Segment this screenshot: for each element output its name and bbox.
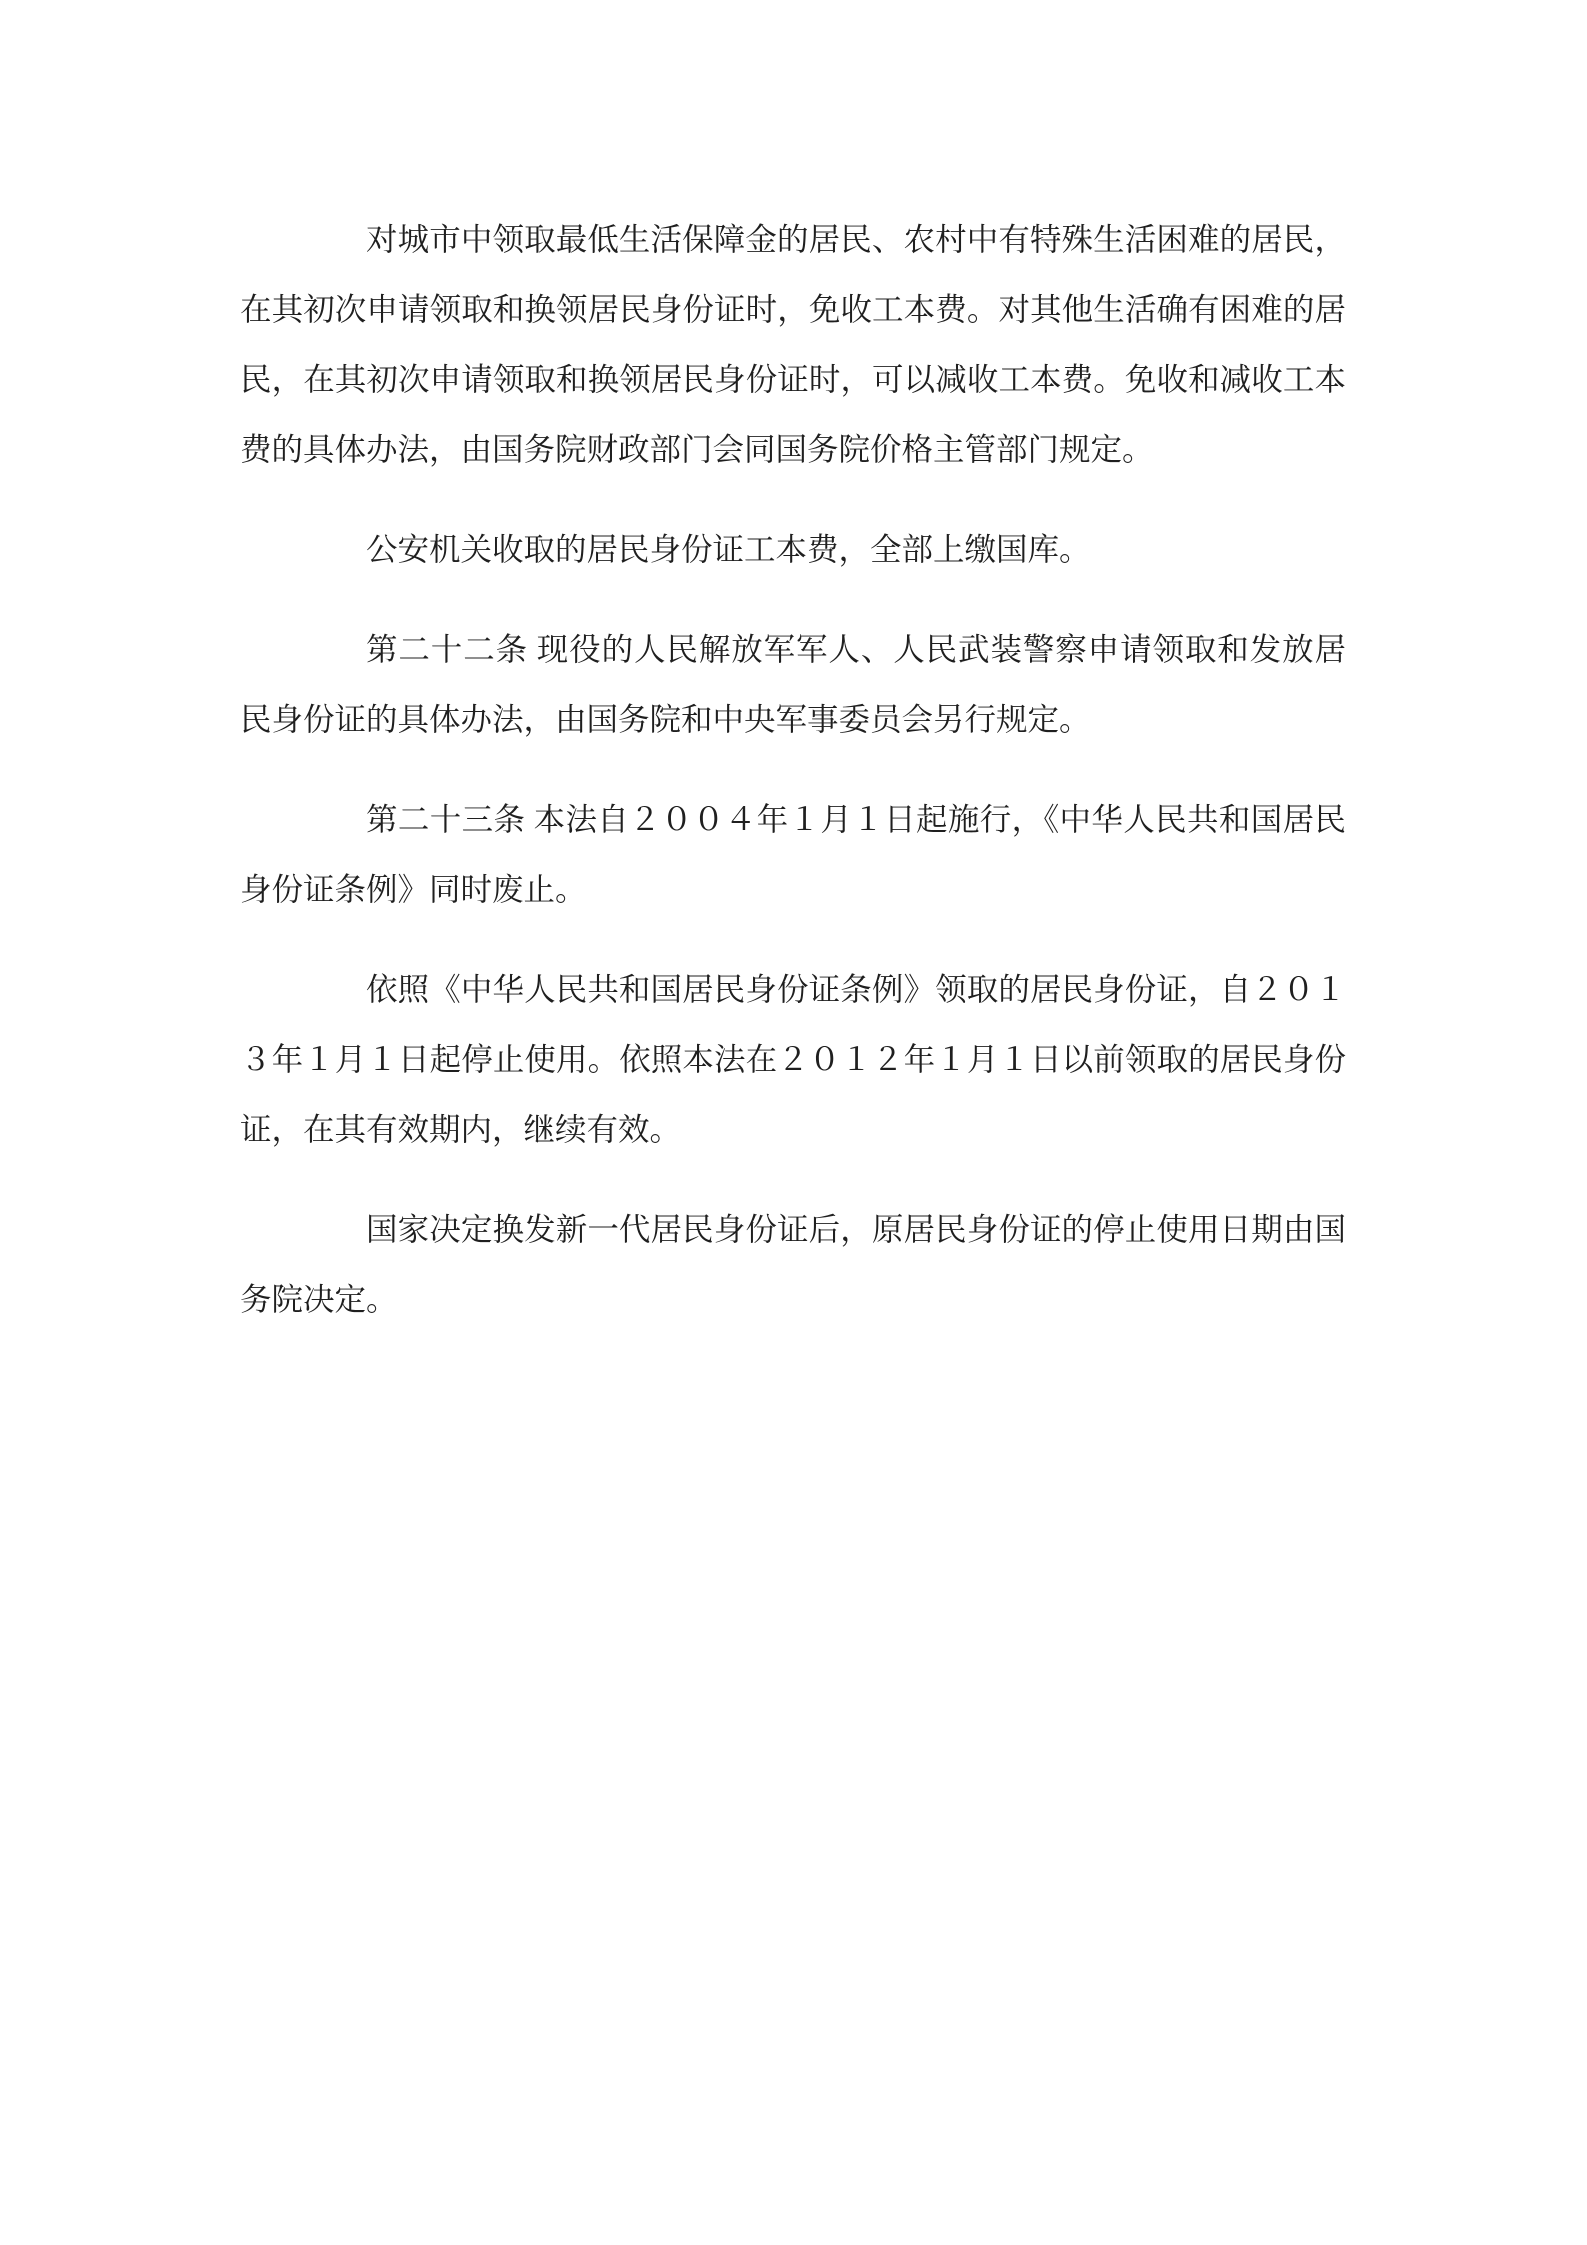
paragraph-new-generation-id: 国家决定换发新一代居民身份证后，原居民身份证的停止使用日期由国务院决定。 xyxy=(240,1212,1346,1317)
paragraph-fee-waiver: 对城市中领取最低生活保障金的居民、农村中有特殊生活困难的居民，在其初次申请领取和换领居民身份证时，免收工本费。对其他生活确有困难的居民，在其初次申请领取和换领居民身份证时，可以减收工本费。免收和减收工本费的具体办法，由国务院财政部门会同国务院价格主管部门规定。 xyxy=(240,222,1346,467)
paragraph-article-22: 第二十二条 现役的人民解放军军人、人民武装警察申请领取和发放居民身份证的具体办法，由国务院和中央军事委员会另行规定。 xyxy=(240,632,1346,737)
paragraph-fee-treasury: 公安机关收取的居民身份证工本费，全部上缴国库。 xyxy=(366,532,1091,567)
paragraph-old-id-validity: 依照《中华人民共和国居民身份证条例》领取的居民身份证，自２０１３年１月１日起停止使用。依照本法在２０１２年１月１日以前领取的居民身份证，在其有效期内，继续有效。 xyxy=(240,972,1346,1147)
paragraph-article-23: 第二十三条 本法自２００４年１月１日起施行，《中华人民共和国居民身份证条例》同时废止。 xyxy=(240,802,1346,907)
